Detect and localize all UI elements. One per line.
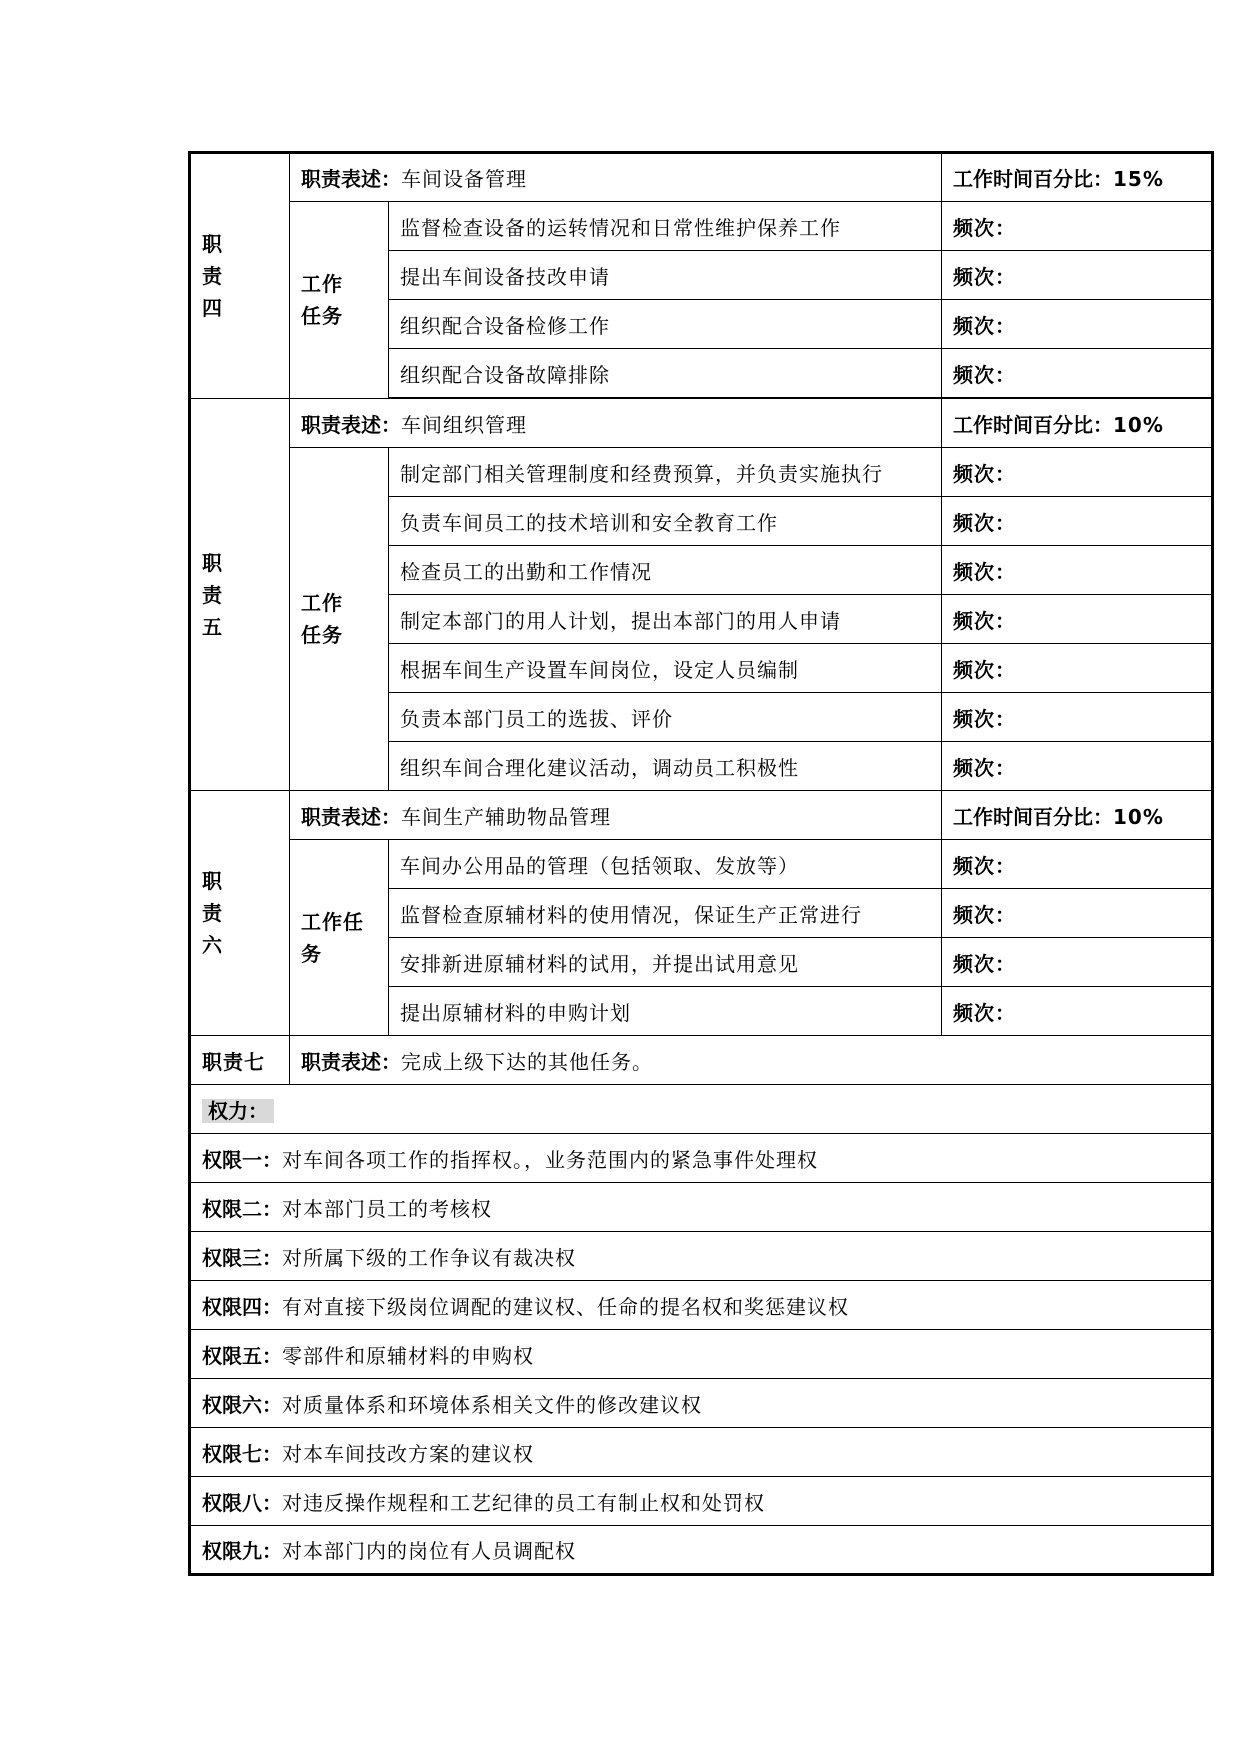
task-item: 负责车间员工的技术培训和安全教育工作 [389,497,942,546]
task-item: 安排新进原辅材料的试用，并提出试用意见 [389,938,942,987]
power-row: 权限二：对本部门员工的考核权 [190,1183,1213,1232]
task-header: 工作 任务 [290,448,389,791]
duty7-description: 职责表述：完成上级下达的其他任务。 [290,1036,1213,1085]
duty-name: 职 责 六 [190,791,290,1036]
frequency-cell: 频次： [942,546,1213,595]
power-row: 权限七：对本车间技改方案的建议权 [190,1428,1213,1477]
power-row: 权限六：对质量体系和环境体系相关文件的修改建议权 [190,1379,1213,1428]
task-item: 车间办公用品的管理（包括领取、发放等） [389,840,942,889]
frequency-cell: 频次： [942,497,1213,546]
frequency-cell: 频次： [942,742,1213,791]
frequency-cell: 频次： [942,202,1213,251]
frequency-cell: 频次： [942,448,1213,497]
duty7-name: 职责七 [190,1036,290,1085]
time-percentage: 工作时间百分比：10% [942,399,1213,448]
frequency-cell: 频次： [942,349,1213,398]
power-row: 权限九：对本部门内的岗位有人员调配权 [190,1526,1213,1575]
task-item: 监督检查原辅材料的使用情况，保证生产正常进行 [389,889,942,938]
frequency-cell: 频次： [942,693,1213,742]
frequency-cell: 频次： [942,938,1213,987]
frequency-cell: 频次： [942,840,1213,889]
frequency-cell: 频次： [942,595,1213,644]
duty-description: 职责表述：车间组织管理 [290,399,942,448]
task-item: 制定本部门的用人计划，提出本部门的用人申请 [389,595,942,644]
task-item: 提出原辅材料的申购计划 [389,987,942,1036]
power-header: 权力： [190,1085,1213,1134]
task-item: 负责本部门员工的选拔、评价 [389,693,942,742]
job-description-table [188,151,1214,1576]
frequency-cell: 频次： [942,987,1213,1036]
duty-description: 职责表述：车间生产辅助物品管理 [290,791,942,840]
task-item: 组织配合设备故障排除 [389,349,942,398]
task-item: 组织配合设备检修工作 [389,300,942,349]
power-row: 权限三：对所属下级的工作争议有裁决权 [190,1232,1213,1281]
task-item: 制定部门相关管理制度和经费预算，并负责实施执行 [389,448,942,497]
duty-description: 职责表述：车间设备管理 [290,153,942,202]
frequency-cell: 频次： [942,251,1213,300]
power-row: 权限四：有对直接下级岗位调配的建议权、任命的提名权和奖惩建议权 [190,1281,1213,1330]
power-row: 权限一：对车间各项工作的指挥权。，业务范围内的紧急事件处理权 [190,1134,1213,1183]
task-header: 工作 任务 [290,202,389,399]
task-item: 监督检查设备的运转情况和日常性维护保养工作 [389,202,942,251]
frequency-cell: 频次： [942,300,1213,349]
task-item: 提出车间设备技改申请 [389,251,942,300]
frequency-cell: 频次： [942,889,1213,938]
time-percentage: 工作时间百分比：10% [942,791,1213,840]
power-row: 权限八：对违反操作规程和工艺纪律的员工有制止权和处罚权 [190,1477,1213,1526]
duty-name: 职 责 五 [190,399,290,791]
time-percentage: 工作时间百分比：15% [942,153,1213,202]
task-item: 根据车间生产设置车间岗位，设定人员编制 [389,644,942,693]
power-row: 权限五：零部件和原辅材料的申购权 [190,1330,1213,1379]
task-header: 工作任 务 [290,840,389,1036]
task-item: 组织车间合理化建议活动，调动员工积极性 [389,742,942,791]
frequency-cell: 频次： [942,644,1213,693]
task-item: 检查员工的出勤和工作情况 [389,546,942,595]
duty-name: 职 责 四 [190,153,290,399]
